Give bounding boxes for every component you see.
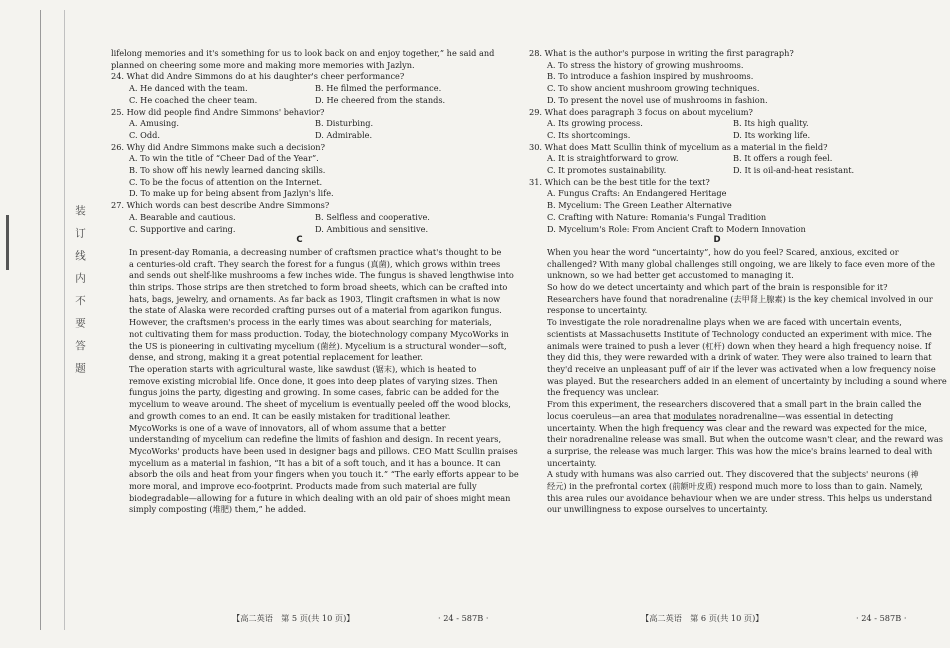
answer-option: C. Its shortcomings. [547, 129, 631, 140]
passage-line: biodegradable—allowing for a future in which dealing with an old pair of shoes might mean [129, 492, 511, 503]
seal-warning-text: 装订线内不要答题 [74, 205, 86, 385]
left-page-column [111, 48, 519, 516]
passage-line: uncertainty. [547, 457, 597, 468]
answer-option: B. Its high quality. [733, 118, 809, 129]
answer-option: B. Disturbing. [315, 118, 374, 129]
right-page-column [529, 48, 947, 516]
passage-line: Researchers have found that noradrenaline (去甲肾上腺素) is the key chemical involved in our [547, 293, 933, 304]
answer-option: B. It offers a rough feel. [733, 153, 833, 164]
option-row [111, 118, 488, 130]
passage-line: this area rules our avoidance behaviour when we are under stress. This helps us understand [547, 492, 933, 503]
question-stem: 29. What does paragraph 3 focus on about mycelium? [529, 106, 753, 117]
answer-option: C. It promotes sustainability. [547, 165, 667, 176]
option-row [111, 95, 488, 107]
answer-option: A. He danced with the team. [129, 83, 248, 94]
passage-line: and growth comes to an end. It can be easily mistaken for traditional leather. [129, 410, 451, 421]
passage-line: the state of Alaska were recorded crafting purses out of a material from agarikon fungus. [129, 305, 502, 316]
passage-line: response to uncertainty. [547, 305, 648, 316]
binding-line-inner [64, 10, 65, 630]
passage-line: So how do we detect uncertainty and which part of the brain is responsible for it? [547, 282, 888, 293]
question-stem: 28. What is the author's purpose in writing the first paragraph? [529, 48, 794, 58]
passage-paragraph [529, 246, 935, 282]
passage-paragraph [529, 469, 933, 516]
option-row [529, 153, 905, 165]
binding-margin [0, 0, 100, 648]
passage-line: MycoWorks is one of a wave of innovators, all of whom assume that a better [129, 422, 446, 433]
passage-line: their noradrenaline release was small. But when the outcome wasn't clear, and the reward was [547, 434, 943, 445]
option-row [529, 118, 905, 130]
passage-line: fungus joins the party, digesting and growing. In some cases, fabric can be added for the [129, 387, 499, 398]
answer-option: A. It is straightforward to grow. [547, 153, 679, 164]
passage-line: dense, and strong, making it a great potential replacement for leather. [129, 352, 423, 363]
passage-line: was played. But the researchers added in an element of uncertainty by including a sound where [547, 375, 947, 386]
answer-option: D. To present the novel use of mushrooms in fashion. [547, 94, 768, 105]
passage-line: When you hear the word “uncertainty”, how do you feel? Scared, anxious, excited or [547, 246, 899, 257]
passage-line: unknown, so we had better get accustomed to managing it. [547, 270, 794, 281]
passage-line: locus coeruleus—an area that modulates noradrenaline—was essential in detecting [547, 410, 894, 421]
passage-line: absorb the oils and heat from your fingers when you touch it.” “The early efforts appear to be [129, 469, 519, 480]
option-row [529, 130, 905, 142]
passage-line: From this experiment, the researchers discovered that a small part in the brain called the [547, 399, 922, 410]
passage-paragraph [111, 246, 514, 317]
question-stem: 30. What does Matt Scullin think of mycelium as a material in the field? [529, 141, 828, 152]
passage-line: To investigate the role noradrenaline plays when we are faced with uncertain events, [547, 317, 902, 328]
answer-option: A. Amusing. [129, 118, 180, 129]
passage-paragraph [529, 399, 943, 469]
option-row [111, 224, 488, 236]
passage-line: more moral, and improve eco-footprint. Products made from such material are fully [129, 481, 477, 492]
option-row [529, 165, 905, 177]
passage-line: a centuries-old craft. They search the forest for a fungus (真菌), which grows within trees [129, 258, 501, 269]
passage-line: scientists at Massachusetts Institute of Technology conducted an experiment with mice. The [547, 328, 932, 339]
left-page-footer: 【高二英语 第 5 页(共 10 页)】 [232, 613, 355, 623]
passage-paragraph [111, 363, 511, 423]
answer-option: A. Bearable and cautious. [129, 211, 236, 222]
underlined-word: modulates [673, 410, 717, 421]
answer-option: A. Fungus Crafts: An Endangered Heritage [547, 188, 727, 199]
passage-line: The operation starts with agricultural waste, like sawdust (锯末), which is heated to [129, 363, 477, 374]
passage-line: mycelium as a material in fashion, “It has a bit of a soft touch, and it has a bounce. It can [129, 457, 501, 468]
answer-option: C. Odd. [129, 129, 160, 140]
answer-option: A. Its growing process. [547, 118, 643, 129]
answer-option: D. It is oil-and-heat resistant. [733, 165, 855, 176]
passage-line: 经元) in the prefrontal cortex (前额叶皮质) respond much more to loss than to gain. Namely, [547, 481, 923, 492]
answer-option: C. To be the focus of attention on the Internet. [129, 176, 323, 187]
passage-line: hats, bags, jewelry, and ornaments. As far back as 1903, Tlingit craftsmen in what is now [129, 293, 501, 304]
passage-line: they did this, they were rewarded with a drink of water. They were also trained to learn that [547, 352, 932, 363]
passage-line: our unwillingness to expose ourselves to uncertainty. [547, 504, 768, 515]
passage-line: uncertainty. When the high frequency was clear and the reward was expected for the mice, [547, 422, 927, 433]
answer-option: A. To stress the history of growing mushrooms. [547, 59, 744, 70]
passage-line: the US is pioneering in cultivating mycelium (菌丝). Mycelium is a structural wonder—soft, [129, 340, 507, 351]
answer-option: A. To win the title of “Cheer Dad of the Year”. [129, 153, 319, 164]
passage-line: challenged? With many global challenges still ongoing, we are likely to face even more of the [547, 258, 935, 269]
passage-line: lifelong memories and it's something for us to look back on and enjoy together,” he said and [111, 48, 495, 58]
question-stem: 31. Which can be the best title for the text? [529, 176, 710, 187]
passage-line: MycoWorks' products have been used in designer bags and pillows. CEO Matt Scullin praises [129, 445, 518, 456]
answer-option: C. Supportive and caring. [129, 223, 236, 234]
passage-line: a surprise, the release was much larger. This was how the mice's brains learned to deal with [547, 445, 933, 456]
passage-line: planned on cheering some more and making more memories with Jazlyn. [111, 59, 415, 70]
question-stem: 24. What did Andre Simmons do at his daughter's cheer performance? [111, 71, 405, 82]
answer-option: D. Ambitious and sensitive. [315, 223, 429, 234]
binding-line [40, 10, 41, 630]
answer-option: D. Mycelium's Role: From Ancient Craft to Modern Innovation [547, 223, 806, 234]
left-page-code: · 24 - 587B · [438, 613, 489, 623]
answer-option: D. He cheered from the stands. [315, 94, 446, 105]
passage-line: In present-day Romania, a decreasing number of craftsmen practice what's thought to be [129, 246, 502, 257]
option-row [111, 83, 488, 95]
passage-paragraph [111, 422, 519, 517]
answer-option: B. To introduce a fashion inspired by mushrooms. [547, 71, 754, 82]
answer-option: D. To make up for being absent from Jazlyn's life. [129, 188, 334, 199]
question-stem: 25. How did people find Andre Simmons' behavior? [111, 106, 325, 117]
passage-line: understanding of mycelium can redefine the limits of fashion and design. In recent years, [129, 434, 502, 445]
answer-option: B. He filmed the performance. [315, 83, 442, 94]
question-stem: 26. Why did Andre Simmons make such a decision? [111, 141, 325, 152]
answer-option: B. To show off his newly learned dancing skills. [129, 165, 326, 176]
right-page-code: · 24 - 587B · [856, 613, 907, 623]
section-heading-d: D [713, 235, 721, 246]
answer-option: D. Admirable. [315, 129, 373, 140]
passage-line: the frequency was unclear. [547, 387, 660, 398]
passage-line: and sends out shelf-like mushrooms a few inches wide. The fungus is shaved lengthwise into [129, 270, 514, 281]
answer-option: B. Mycelium: The Green Leather Alternative [547, 200, 732, 211]
edge-mark [6, 215, 9, 270]
answer-option: C. He coached the cheer team. [129, 94, 258, 105]
section-heading-c: C [296, 235, 303, 246]
question-stem: 27. Which words can best describe Andre Simmons? [111, 200, 330, 211]
passage-line: A study with humans was also carried out. They discovered that the subjects' neurons (神 [547, 469, 919, 480]
option-row [111, 212, 488, 224]
passage-line: thin strips. Those strips are then stretched to form broad sheets, which can be crafted into [129, 282, 508, 293]
answer-option: C. To show ancient mushroom growing techniques. [547, 83, 760, 94]
passage-paragraph [529, 282, 933, 317]
passage-line: mycelium to weave around. The sheet of mycelium is eventually peeled off the wood blocks, [129, 399, 511, 410]
passage-line: not cultivating them for mass production. Today, the biotechnology company MycoWorks in [129, 328, 509, 339]
answer-option: D. Its working life. [733, 129, 811, 140]
passage-paragraph [111, 317, 509, 364]
answer-option: B. Selfless and cooperative. [315, 211, 430, 222]
passage-line: simply composting (堆肥) them,” he added. [129, 504, 307, 515]
passage-line: remove existing microbial life. Once done, it goes into deep plates of varying sizes. Then [129, 375, 498, 386]
passage-line: However, the craftsmen's process in the early times was about searching for materials, [129, 317, 492, 328]
passage-line: animals were trained to push a lever (杠杆) down when they heard a high frequency noise. If [547, 340, 931, 351]
right-page-footer: 【高二英语 第 6 页(共 10 页)】 [641, 613, 764, 623]
passage-line: they'd receive an unpleasant puff of air if the lever was activated when a low frequency noise [547, 363, 936, 374]
passage-paragraph [529, 317, 947, 399]
answer-option: C. Crafting with Nature: Romania's Fungal Tradition [547, 211, 767, 222]
option-row [111, 130, 488, 142]
